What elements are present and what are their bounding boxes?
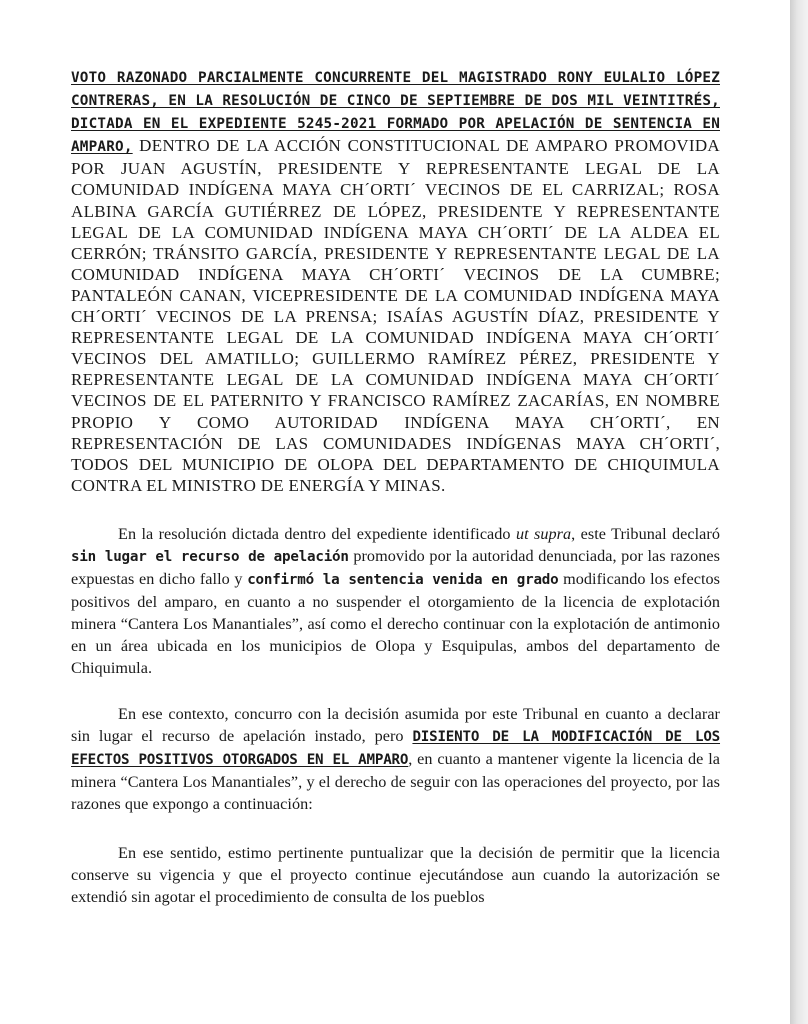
- paragraph-dissent: [71, 703, 720, 815]
- paragraph-resolution-summary: [71, 523, 720, 680]
- p1-bold-confirmo: confirmó la sentencia venida en grado: [247, 572, 559, 589]
- heading-parties-text: DENTRO DE LA ACCIÓN CONSTITUCIONAL DE AMPARO PROMOVIDA POR JUAN AGUSTÍN, PRESIDENTE Y REPRESENTANTE LEGAL DE LA COMUNIDAD INDÍGENA MAYA CH´ORTI´ VECINOS DE EL CARRIZAL; ROSA ALBINA GARCÍA GUTIÉRREZ DE LÓPEZ, PRESIDENTE Y REPRESENTANTE LEGAL DE LA COMUNIDAD INDÍGENA MAYA CH´ORTI´ DE LA ALDEA EL CERRÓN; TRÁNSITO GARCÍA, PRESIDENTE Y REPRESENTANTE LEGAL DE LA COMUNIDAD INDÍGENA MAYA CH´ORTI´ VECINOS DE LA CUMBRE; PANTALEÓN CANAN, VICEPRESIDENTE DE LA COMUNIDAD INDÍGENA MAYA CH´ORTI´ VECINOS DE LA PRENSA; ISAÍAS AGUSTÍN DÍAZ, PRESIDENTE Y REPRESENTANTE LEGAL DE LA COMUNIDAD INDÍGENA MAYA CH´ORTI´ VECINOS DEL AMATILLO; GUILLERMO RAMÍREZ PÉREZ, PRESIDENTE Y REPRESENTANTE LEGAL DE LA COMUNIDAD INDÍGENA MAYA CH´ORTI´ VECINOS DE EL PATERNITO Y FRANCISCO RAMÍREZ ZACARÍAS, EN NOMBRE PROPIO Y COMO AUTORIDAD INDÍGENA MAYA CH´ORTI´, EN REPRESENTACIÓN DE LAS COMUNIDADES INDÍGENAS MAYA CH´ORTI´, TODOS DEL MUNICIPIO DE OLOPA DEL DEPARTAMENTO DE CHIQUIMULA CONTRA EL MINISTRO DE ENERGÍA Y MINAS.: [71, 136, 720, 495]
- page-edge-shadow: [790, 0, 808, 1024]
- p1-italic-ut-supra: ut supra: [515, 524, 572, 543]
- p1-text-1: En la resolución dictada dentro del expediente identificado: [118, 524, 516, 543]
- heading-bold-title: VOTO RAZONADO PARCIALMENTE CONCURRENTE DEL MAGISTRADO RONY EULALIO LÓPEZ CONTRERAS, EN LA RESOLUCIÓN DE CINCO DE SEPTIEMBRE DE DOS MIL VEINTITRÉS, DICTADA EN EL EXPEDIENTE 5245-2021 FORMADO POR APELACIÓN DE SENTENCIA EN AMPARO,: [71, 70, 720, 156]
- paragraph-reasoning: [71, 842, 720, 908]
- document-body: [71, 66, 720, 908]
- p2-text-1: En ese contexto, concurro con la decisión asumida por este Tribunal en cuanto a declarar sin lugar el recurso de apelación instado, pero: [71, 704, 720, 745]
- resolution-heading: [71, 66, 720, 496]
- p2-text-2: , en cuanto a mantener vigente la licencia de la minera “Cantera Los Manantiales”, y el derecho de seguir con las operaciones del proyecto, por las razones que expongo a continuación:: [71, 749, 720, 813]
- p3-text: En ese sentido, estimo pertinente puntualizar que la decisión de permitir que la licencia conserve su vigencia y que el proyecto continue ejecutándose aun cuando la autorización se extendió sin agotar el procedimiento de consulta de los pueblos: [71, 844, 720, 907]
- p1-text-2: , este Tribunal declaró: [571, 524, 720, 543]
- p1-text-4: modificando los efectos positivos del amparo, en cuanto a no suspender el otorgamiento de la licencia de explotación minera “Cantera Los Manantiales”, así como el derecho continuar con la explotación de antimonio en un área ubicada en los municipios de Olopa y Esquipulas, ambos del departamento de Chiquimula.: [71, 570, 720, 678]
- p1-text-3: promovido por la autoridad denunciada, por las razones expuestas en dicho fallo y: [71, 546, 720, 589]
- p1-bold-sin-lugar: sin lugar el recurso de apelación: [71, 548, 349, 565]
- p2-bold-disiento: DISIENTO DE LA MODIFICACIÓN DE LOS EFECTOS POSITIVOS OTORGADOS EN EL AMPARO: [71, 728, 721, 768]
